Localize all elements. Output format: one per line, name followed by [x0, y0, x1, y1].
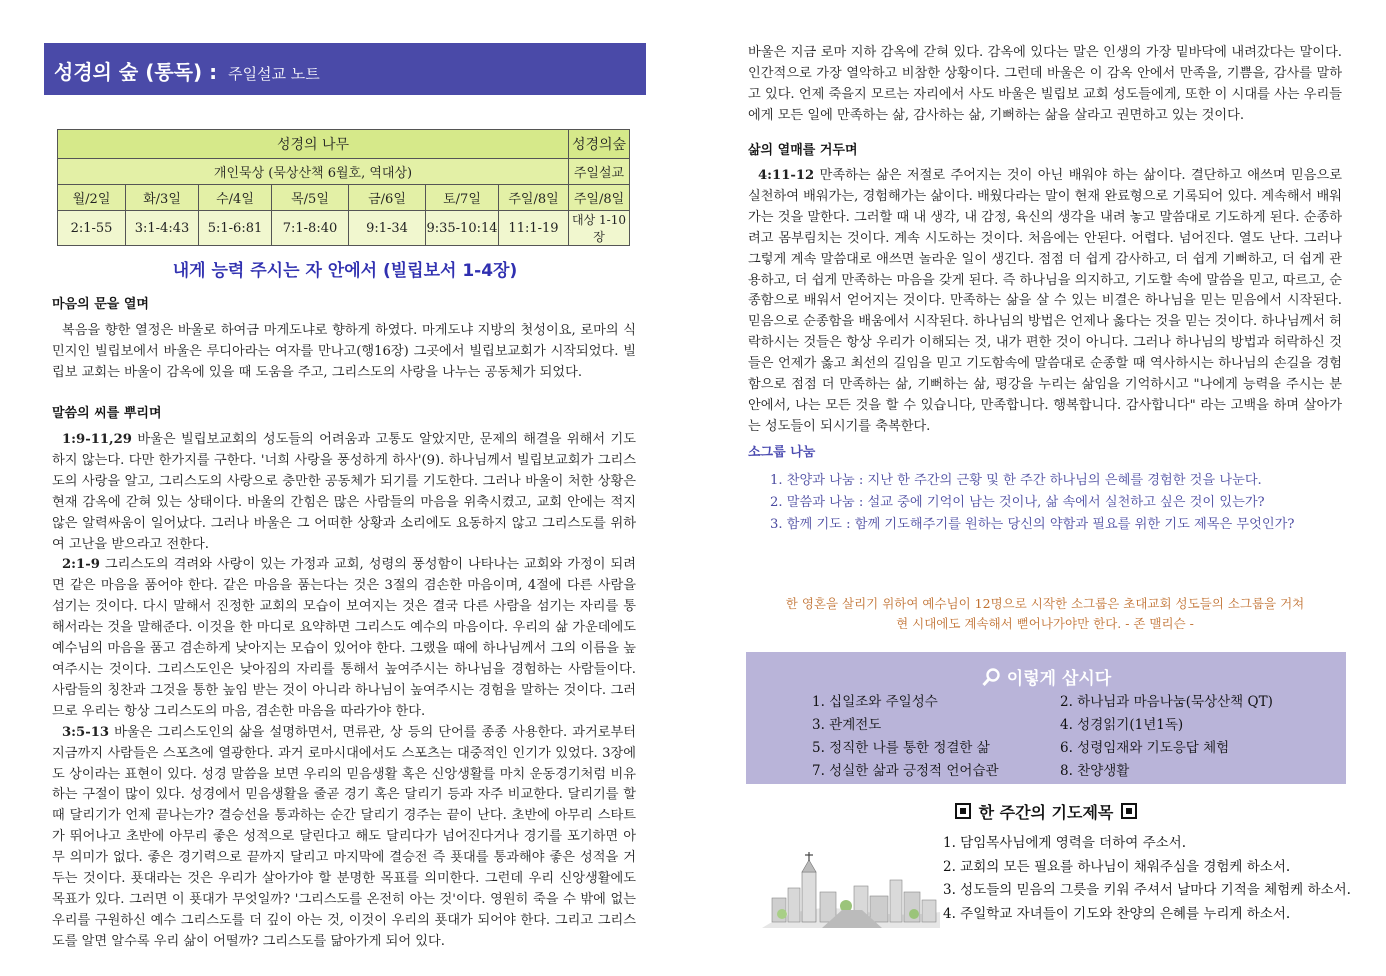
table-heading: 성경의 나무 — [58, 130, 569, 159]
ref-cell: 9:1-34 — [349, 211, 426, 246]
live-item: 8. 찬양생활 — [1060, 763, 1130, 779]
list-item: 3. 함께 기도 : 함께 기도해주기를 원하는 당신의 약함과 필요를 위한 기도 제목은 무엇인가? — [770, 517, 1295, 532]
live-title — [746, 664, 1346, 692]
paragraph-text: 그리스도의 격려와 사랑이 있는 가정과 교회, 성령의 풍성함이 나타나는 교회와 가정이 되려면 같은 마음을 품어야 한다. 같은 마음을 품는다는 것은 3절의 겸손한 마음이며, 4절에 다른 사람을 섬기는 것이다. 다시 말해서 진정한 교회의 모습이 보여지는 것은 결국 다른 사람을 섬기는 자리를 통해서라는 것을 말해준다. 이것을 한 마디로 요약하면 그리스도 예수의 마음이다. 우리의 삶 가운데에도 예수님의 마음을 품고 겸손하게 낮아지는 모습이 있어야 한다. 그랬을 때에 하나님께서 그의 이름을 높여주시는 것이다. 그리스도인은 낮아짐의 자리를 통해서 높여주시는 하나님을 경험하는 사람들이다. 사람들의 칭찬과 그것을 통한 높임 받는 것이 아니라 하나님이 높여주시는 경험을 말하는 것이다. 그러므로 우리는 항상 그리스도의 마음, 겸손한 마음을 따라가야 한다. — [52, 557, 636, 719]
right-intro — [748, 43, 1342, 127]
section-heading: 말씀의 씨를 뿌리며 — [52, 406, 162, 421]
section-heading: 마음의 문을 열며 — [52, 297, 149, 312]
ref-cell: 9:35-10:14 — [426, 211, 499, 246]
sermon-body — [52, 430, 636, 953]
paragraph — [748, 166, 1342, 438]
ref-cell: 2:1-55 — [58, 211, 126, 246]
sermon-title: 내게 능력 주시는 자 안에서 (빌립보서 1-4장) — [172, 261, 518, 281]
intro-paragraph — [52, 321, 636, 384]
list-item: 4. 주일학교 자녀들이 기도와 찬양의 은혜를 누리게 하소서. — [943, 905, 1291, 922]
section-heading: 삶의 열매를 거두며 — [748, 143, 858, 158]
table-subheading: 주일설교 — [569, 159, 630, 185]
ref-cell: 11:1-19 — [499, 211, 569, 246]
day-cell: 목/5일 — [272, 185, 349, 211]
live-item: 5. 정직한 나를 통한 정결한 삶 — [812, 740, 990, 756]
quote — [760, 594, 1330, 634]
scripture-ref: 1:9-11,29 — [62, 432, 132, 447]
square-bullet-icon — [1121, 803, 1137, 819]
ref-cell: 5:1-6:81 — [199, 211, 272, 246]
quote-line: 현 시대에도 계속해서 뻗어나가야만 한다. - 존 맬리슨 - — [896, 616, 1194, 631]
paragraph-text: 복음을 향한 열정은 바울로 하여금 마게도냐로 향하게 하였다. 마게도냐 지방의 첫성이요, 로마의 식민지인 빌립보에서 바울은 루디아라는 여자를 만나고(행16장) 그곳에서 빌립보교회가 시작되었다. 빌립보 교회는 바울이 감옥에 있을 때 도움을 주고, 그리스도의 사랑을 나누는 공동체가 되었다. — [52, 323, 636, 380]
paragraph-text: 바울은 빌립보교회의 성도들의 어려움과 고통도 알았지만, 문제의 해결을 위해서 기도하지 않는다. 다만 한가지를 구한다. '너희 사랑을 풍성하게 하사'(9). 하나님께서 빌립보교회가 그리스도의 사랑을 알고, 그리스도의 사랑으로 충만한 공동체가 되기를 기도한다. 그러나 바울이 처한 상황은 현재 감옥에 갇혀 있는 상태이다. 바울의 간힘은 많은 사람들의 마음을 위축시켰고, 교회 안에는 적지 않은 알력싸움이 일어났다. 그러나 바울은 그 어떠한 상황과 소리에도 요동하지 않고 그리스도를 위하여 고난을 받으라고 전한다. — [52, 432, 636, 552]
magnifier-icon — [981, 667, 1001, 692]
quote-line: 한 영혼을 살리기 위하여 예수님이 12명으로 시작한 소그룹은 초대교회 성도들의 소그룹을 거쳐 — [785, 596, 1305, 611]
paragraph — [52, 555, 636, 722]
live-item: 3. 관계전도 — [812, 717, 882, 733]
church-city-illustration — [762, 852, 940, 928]
paragraph-text: 바울은 지금 로마 지하 감옥에 갇혀 있다. 감옥에 있다는 말은 인생의 가장 밑바닥에 내려갔다는 말이다. 인간적으로 가장 열악하고 비참한 상황이다. 그런데 바울은 이 감옥 안에서 만족을, 기쁨을, 감사를 말하고 있다. 언제 죽을지 모르는 자리에서 사도 바울은 빌립보 교회 성도들에게, 또한 이 시대를 사는 우리들에게 모든 일에 만족하는 삶, 감사하는 삶, 기뻐하는 삶을 살라고 권면하고 있는 것이다. — [748, 45, 1342, 123]
day-cell: 토/7일 — [426, 185, 499, 211]
live-box — [746, 652, 1346, 784]
paragraph — [52, 723, 636, 953]
small-group-list — [770, 470, 1340, 536]
reading-schedule-table — [57, 129, 630, 246]
live-item: 1. 십일조와 주일성수 — [812, 694, 938, 710]
table-row — [58, 185, 630, 211]
live-item: 7. 성실한 삶과 긍정적 언어습관 — [812, 763, 999, 779]
live-item: 4. 성경읽기(1년1독) — [1060, 717, 1184, 733]
list-item: 2. 교회의 모든 필요를 하나님이 채워주심을 경험케 하소서. — [943, 858, 1291, 875]
scripture-ref: 3:5-13 — [62, 724, 110, 740]
list-item: 1. 담임목사님에게 영력을 더하여 주소서. — [943, 835, 1186, 851]
day-cell: 주일/8일 — [499, 185, 569, 211]
ref-cell: 3:1-4:43 — [126, 211, 199, 246]
square-bullet-icon — [955, 803, 971, 819]
day-cell: 월/2일 — [58, 185, 126, 211]
header-bar — [44, 43, 646, 95]
list-item: 3. 성도들의 믿음의 그릇을 키워 주셔서 날마다 기적을 체험케 하소서. — [943, 882, 1351, 898]
table-heading: 성경의숲 — [569, 130, 630, 159]
paragraph — [52, 430, 636, 555]
small-group-heading: 소그룹 나눔 — [748, 445, 816, 460]
live-item: 2. 하나님과 마음나눔(묵상산책 QT) — [1060, 694, 1273, 710]
prayer-list — [943, 832, 1351, 926]
paragraph-text: 만족하는 삶은 저절로 주어지는 것이 아닌 배워야 하는 삶이다. 결단하고 애쓰며 믿음으로 실천하여 배워가는, 경험해가는 삶이다. 배웠다라는 말이 현재 완료형으로 기록되어 있다. 계속해서 배워가는 것을 말한다. 그러할 때 내 생각, 내 감정, 육신의 생각을 내려 놓고 말씀대로 기도하게 된다. 순종하려고 몸부림치는 것이다. 계속 시도하는 것이다. 처음에는 안된다. 어렵다. 넘어진다. 열도 난다. 그러나 그렇게 계속 말씀대로 애쓰면 놀라운 일이 생긴다. 점점 더 쉽게 감사하고, 더 쉽게 기뻐하고, 더 쉽게 관용하고, 더 쉽게 만족하는 마음을 갖게 된다. 즉 하나님을 의지하고, 기도할 속에 말씀을 믿고, 따르고, 순종함으로 배워서 얻어지는 것이다. 만족하는 삶을 살 수 있는 비결은 하나님을 믿는 믿음에서 시작된다. 믿음으로 순종함을 배움에서 시작된다. 하나님의 방법은 언제나 옳다는 것을 믿는 것이다. 하나님께서 허락하시는 것들은 항상 우리가 이해되는 것, 내가 편한 것이 아니다. 그러나 하나님의 방법과 허락하신 것들은 언제가 옳고 최선의 길임을 믿고 기도함속에 말씀대로 순종할 때 역사하시는 하나님의 손길을 경험함으로 점점 더 만족하는 삶, 기뻐하는 삶, 평강을 누리는 삶임을 기억하시고 "나에게 능력을 주시는 분 안에서, 나는 모든 것을 할 수 있습니다, 만족합니다. 행복합니다. 감사합니다" 라는 고백을 하며 살아가는 성도들이 되시기를 축복한다. — [748, 168, 1342, 434]
prayer-title-text: 한 주간의 기도제목 — [978, 803, 1114, 822]
live-title-text: 이렇게 삽시다 — [1006, 669, 1112, 689]
day-cell: 금/6일 — [349, 185, 426, 211]
day-cell: 화/3일 — [126, 185, 199, 211]
page-subtitle: 주일설교 노트 — [228, 65, 320, 83]
ref-cell: 대상 1-10장 — [569, 211, 630, 246]
table-subheading: 개인묵상 (묵상산책 6월호, 역대상) — [58, 159, 569, 185]
paragraph-text: 바울은 그리스도인의 삶을 설명하면서, 면류관, 상 등의 단어를 종종 사용한다. 과거로부터 지금까지 사람들은 스포츠에 열광한다. 과거 로마시대에서도 스포츠는 대중적인 인기가 있었다. 3장에도 상이라는 표현이 있다. 성경 말씀을 보면 우리의 믿음생활 혹은 신앙생활를 마치 운동경기처럼 비유하는 구절이 많이 있다. 성경에서 믿음생활을 줄곧 경기 혹은 달리기 등과 자주 비교한다. 달리기를 할때 달리기가 언제 끝나는가? 결승선을 통과하는 순간 달리기 경주는 끝이 난다. 초반에 아무리 스타트가 뛰어나고 초반에 아무리 좋은 성적으로 달린다고 해도 달리다가 넘어진다거나 경기를 포기하면 아무 의미가 없다. 좋은 경기력으로 끝까지 달리고 마지막에 결승전 즉 푯대를 통과해야 좋은 성적을 거두는 것이다. 푯대라는 것은 우리가 살아가야 할 분명한 목표를 의미한다. 그런데 우리 신앙생활에도 목표가 있다. 그러면 이 푯대가 무엇일까? '그리스도를 온전히 아는 것'이다. 영원히 죽을 수 밖에 없는 우리를 구원하신 예수 그리스도를 더 깊이 아는 것, 이것이 우리의 푯대가 되어야 한다. 그리고 그리스도를 알면 알수록 우리 삶이 어떨까? 그리스도를 닮아가게 되어 있다. — [52, 724, 636, 949]
page-title: 성경의 숲 (통독) : 주일설교 노트 — [54, 60, 320, 84]
live-item: 6. 성령임재와 기도응답 체험 — [1060, 740, 1230, 756]
ref-cell: 7:1-8:40 — [272, 211, 349, 246]
table-row — [58, 211, 630, 246]
list-item: 2. 말씀과 나눔 : 설교 중에 기억이 남는 것이나, 삶 속에서 실천하고 싶은 것이 있는가? — [770, 495, 1265, 510]
prayer-title — [746, 800, 1346, 823]
scripture-ref: 2:1-9 — [62, 557, 100, 573]
list-item: 1. 찬양과 나눔 : 지난 한 주간의 근황 및 한 주간 하나님의 은혜를 경험한 것을 나눈다. — [770, 473, 1262, 488]
fruit-paragraph — [748, 166, 1342, 438]
scripture-ref: 4:11-12 — [758, 168, 815, 183]
day-cell: 주일/8일 — [569, 185, 630, 211]
day-cell: 수/4일 — [199, 185, 272, 211]
